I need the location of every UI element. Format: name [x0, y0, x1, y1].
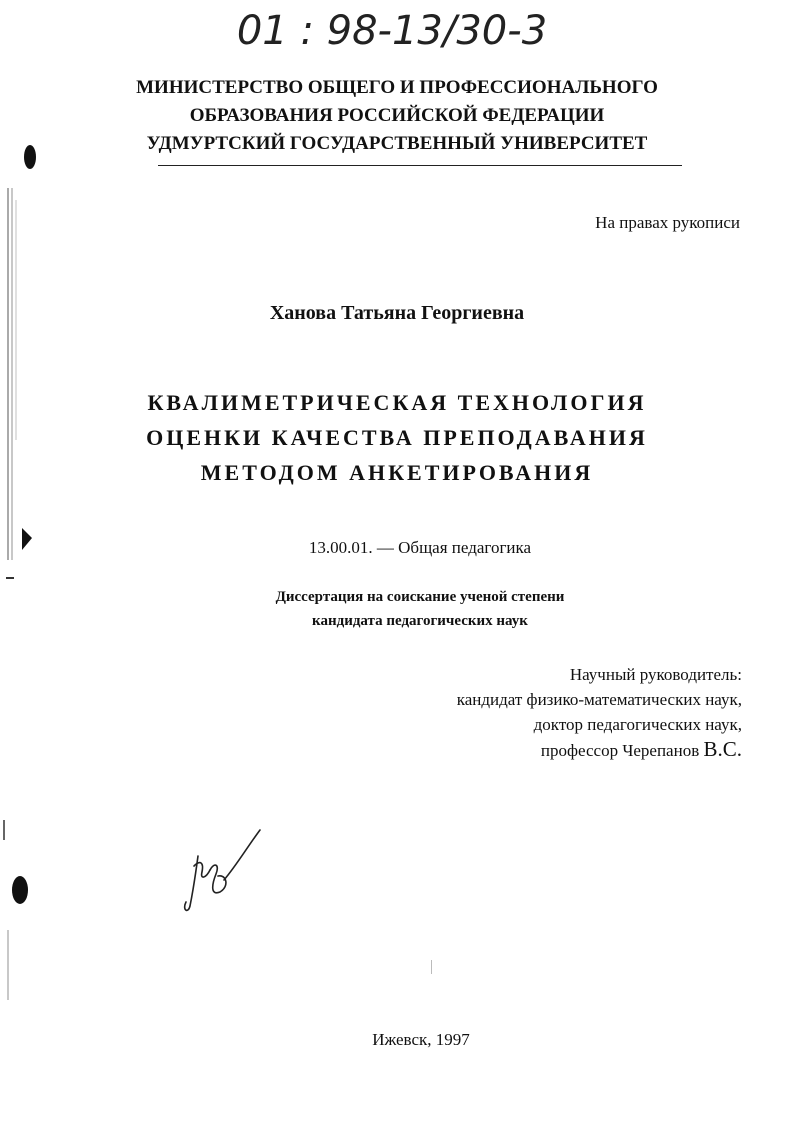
- degree-line-2: кандидата педагогических наук: [312, 613, 528, 629]
- title-line-3: МЕТОДОМ АНКЕТИРОВАНИЯ: [200, 460, 594, 485]
- supervisor-heading: Научный руководитель:: [569, 665, 742, 684]
- degree-line-1: Диссертация на соискание ученой степени: [275, 589, 565, 605]
- rights-note: На правах рукописи: [595, 213, 740, 232]
- dissertation-title: [0, 385, 794, 490]
- supervisor-degree-1: кандидат физико-математических наук,: [456, 690, 742, 709]
- degree-statement: [0, 585, 794, 633]
- svg-text:01 : 98-13/30-3: 01 : 98-13/30-3: [236, 8, 548, 54]
- supervisor-degree-2: доктор педагогических наук,: [533, 715, 742, 734]
- handwritten-signature: [180, 826, 270, 916]
- supervisor-name: [457, 737, 742, 763]
- ministry-line-2: ОБРАЗОВАНИЯ РОССИЙСКОЙ ФЕДЕРАЦИИ: [189, 105, 605, 126]
- handwritten-archive-code: [0, 2, 794, 62]
- ministry-header: [0, 74, 794, 158]
- supervisor-block: [457, 662, 742, 763]
- supervisor-title-name: профессор Черепанов: [540, 741, 704, 760]
- scan-speck: [430, 960, 433, 974]
- ministry-line-1: МИНИСТЕРСТВО ОБЩЕГО И ПРОФЕССИОНАЛЬНОГО: [136, 77, 658, 98]
- specialty-code: 13.00.01. — Общая педагогика: [308, 538, 532, 557]
- title-line-2: ОЦЕНКИ КАЧЕСТВА ПРЕПОДАВАНИЯ: [146, 425, 648, 450]
- city-year: Ижевск, 1997: [372, 1030, 470, 1049]
- title-line-1: КВАЛИМЕТРИЧЕСКАЯ ТЕХНОЛОГИЯ: [147, 390, 647, 415]
- author-name: Ханова Татьяна Георгиевна: [269, 302, 525, 324]
- scan-margin-marks: [0, 140, 40, 1000]
- header-divider: [158, 165, 682, 166]
- university-name: УДМУРТСКИЙ ГОСУДАРСТВЕННЫЙ УНИВЕРСИТЕТ: [146, 133, 648, 154]
- supervisor-initials: В.С.: [703, 737, 742, 761]
